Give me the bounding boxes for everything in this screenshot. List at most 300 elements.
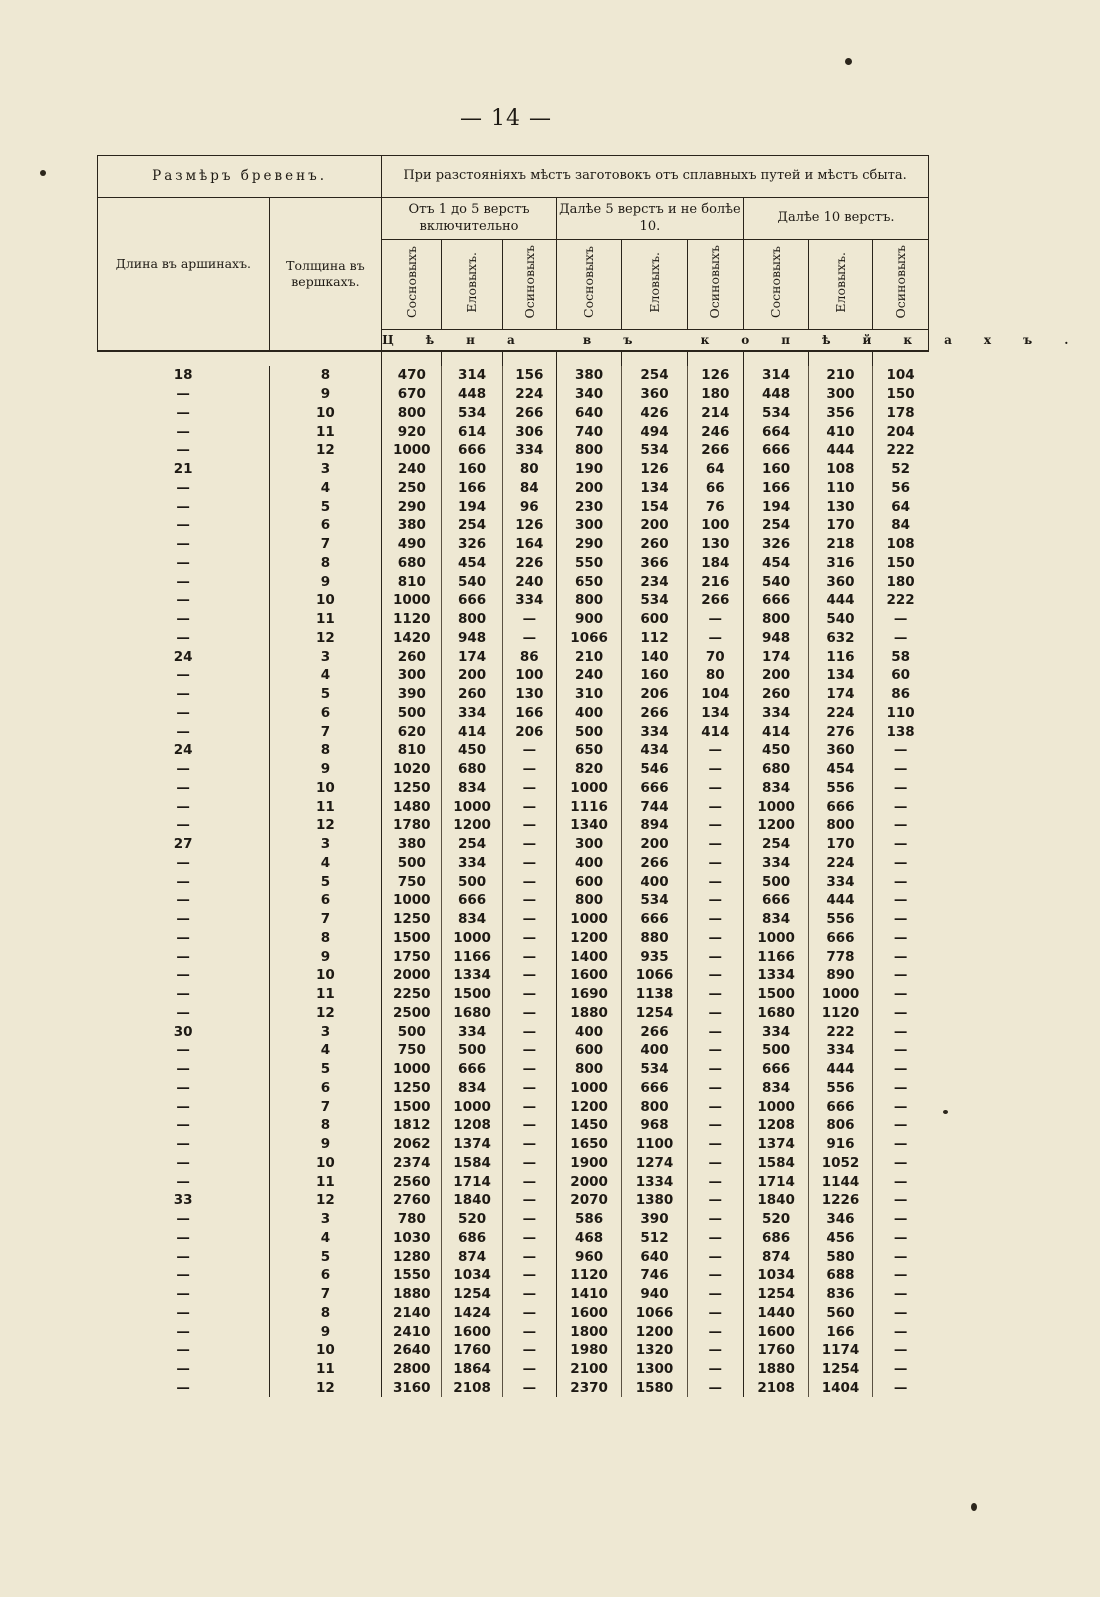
price-cell: — — [502, 1210, 556, 1229]
price-cell: 138 — [886, 723, 915, 740]
species-spruce-header: Еловыхъ. — [832, 251, 848, 313]
price-cell: 494 — [622, 422, 687, 441]
price-cell: 686 — [743, 1229, 808, 1248]
price-cell: 104 — [687, 685, 743, 704]
price-cell: 1174 — [809, 1341, 872, 1360]
price-cell: 1166 — [442, 947, 502, 966]
length-cell: — — [98, 1060, 270, 1079]
price-cell: — — [893, 967, 908, 984]
thickness-cell: 4 — [269, 1041, 381, 1060]
price-cell: 334 — [809, 1041, 872, 1060]
price-cell: 334 — [502, 441, 556, 460]
thickness-cell: 5 — [269, 872, 381, 891]
table-row — [98, 385, 929, 404]
table-row — [98, 535, 929, 554]
table-row — [98, 647, 929, 666]
price-cell: 2000 — [556, 1172, 621, 1191]
price-cell: 1000 — [382, 591, 442, 610]
price-cell: 260 — [743, 685, 808, 704]
price-cell: 300 — [382, 666, 442, 685]
price-cell: 1334 — [622, 1172, 687, 1191]
price-cell: 666 — [622, 1079, 687, 1098]
price-cell: 64 — [891, 498, 910, 515]
thickness-cell: 8 — [269, 1304, 381, 1323]
table-row — [98, 1041, 929, 1060]
price-cell: 1000 — [743, 929, 808, 948]
thickness-cell: 4 — [269, 854, 381, 873]
price-cell: 1600 — [556, 1304, 621, 1323]
price-cell: 326 — [442, 535, 502, 554]
price-cell: — — [687, 1266, 743, 1285]
price-cell: 340 — [556, 385, 621, 404]
price-cell: 960 — [556, 1247, 621, 1266]
length-cell: — — [98, 891, 270, 910]
price-cell: 600 — [556, 1041, 621, 1060]
price-cell: — — [893, 892, 908, 909]
price-cell: 52 — [891, 461, 910, 478]
price-cell: 666 — [743, 891, 808, 910]
price-cell: — — [502, 1004, 556, 1023]
price-cell: 226 — [502, 554, 556, 573]
price-cell: 2500 — [382, 1004, 442, 1023]
price-cell: 314 — [743, 366, 808, 385]
price-cell: 254 — [743, 835, 808, 854]
price-cell: 380 — [382, 516, 442, 535]
price-cell: 800 — [556, 441, 621, 460]
price-cell: 166 — [442, 479, 502, 498]
thickness-cell: 8 — [269, 366, 381, 385]
price-cell: 666 — [442, 441, 502, 460]
price-cell: 2062 — [382, 1135, 442, 1154]
price-cell: 666 — [809, 797, 872, 816]
price-cell: 230 — [556, 497, 621, 516]
price-cell: 500 — [382, 704, 442, 723]
price-cell: — — [687, 1304, 743, 1323]
price-cell: 1250 — [382, 1079, 442, 1098]
price-cell: 254 — [622, 366, 687, 385]
price-cell: 1374 — [743, 1135, 808, 1154]
price-cell: 334 — [622, 722, 687, 741]
price-cell: 444 — [809, 591, 872, 610]
price-cell: 1334 — [442, 966, 502, 985]
price-cell: — — [687, 872, 743, 891]
price-cell: 1208 — [442, 1116, 502, 1135]
length-cell: — — [98, 1229, 270, 1248]
price-cell: 940 — [622, 1285, 687, 1304]
price-cell: 1714 — [743, 1172, 808, 1191]
length-cell: — — [98, 479, 270, 498]
price-cell: 80 — [687, 666, 743, 685]
table-row — [98, 422, 929, 441]
price-cell: 666 — [809, 929, 872, 948]
thickness-cell: 10 — [269, 966, 381, 985]
price-cell: 156 — [502, 366, 556, 385]
price-cell: — — [687, 1191, 743, 1210]
price-cell: 1000 — [743, 797, 808, 816]
price-cell: 180 — [886, 573, 915, 590]
price-cell: — — [502, 1116, 556, 1135]
price-cell: 1600 — [442, 1322, 502, 1341]
length-cell: — — [98, 685, 270, 704]
price-cell: 356 — [809, 404, 872, 423]
price-cell: — — [893, 873, 908, 890]
price-cell: 316 — [809, 554, 872, 573]
price-cell: 1226 — [809, 1191, 872, 1210]
length-cell: — — [98, 985, 270, 1004]
price-cell: 80 — [502, 460, 556, 479]
price-cell: 380 — [556, 366, 621, 385]
price-cell: 206 — [502, 722, 556, 741]
thickness-cell: 12 — [269, 1004, 381, 1023]
price-cell: 150 — [886, 386, 915, 403]
price-cell: 1120 — [556, 1266, 621, 1285]
price-cell: 414 — [442, 722, 502, 741]
thickness-cell: 7 — [269, 535, 381, 554]
length-cell: — — [98, 1379, 270, 1398]
price-cell: 96 — [502, 497, 556, 516]
thickness-cell: 6 — [269, 1079, 381, 1098]
price-cell: 200 — [622, 835, 687, 854]
price-cell: 130 — [502, 685, 556, 704]
price-cell: 1580 — [622, 1379, 687, 1398]
price-cell: 666 — [622, 779, 687, 798]
price-cell: 1000 — [743, 1097, 808, 1116]
price-cell: 1880 — [382, 1285, 442, 1304]
price-cell: 1714 — [442, 1172, 502, 1191]
price-cell: 290 — [382, 497, 442, 516]
table-row — [98, 1379, 929, 1398]
price-cell: 880 — [622, 929, 687, 948]
price-cell: 680 — [743, 760, 808, 779]
price-cell: 688 — [809, 1266, 872, 1285]
price-cell: — — [502, 835, 556, 854]
thickness-cell: 3 — [269, 1022, 381, 1041]
price-cell: 206 — [622, 685, 687, 704]
table-row — [98, 947, 929, 966]
paper-speck — [943, 1110, 948, 1114]
price-cell: — — [687, 891, 743, 910]
price-cell: — — [893, 929, 908, 946]
price-cell: 874 — [743, 1247, 808, 1266]
price-cell: 314 — [442, 366, 502, 385]
price-cell: 1450 — [556, 1116, 621, 1135]
price-cell: — — [893, 1154, 908, 1171]
price-cell: — — [502, 985, 556, 1004]
price-cell: — — [687, 1154, 743, 1173]
price-cell: 2108 — [743, 1379, 808, 1398]
price-cell: — — [687, 1097, 743, 1116]
price-cell: — — [687, 910, 743, 929]
price-cell: 400 — [622, 872, 687, 891]
price-cell: 1200 — [622, 1322, 687, 1341]
length-cell: — — [98, 516, 270, 535]
thickness-cell: 9 — [269, 760, 381, 779]
price-cell: 1030 — [382, 1229, 442, 1248]
price-cell: 134 — [622, 479, 687, 498]
thickness-cell: 11 — [269, 610, 381, 629]
price-cell: — — [893, 948, 908, 965]
price-cell: 1208 — [743, 1116, 808, 1135]
thickness-cell: 3 — [269, 460, 381, 479]
price-cell: 1000 — [809, 985, 872, 1004]
price-cell: 1680 — [442, 1004, 502, 1023]
price-cell: — — [502, 797, 556, 816]
price-cell: 164 — [502, 535, 556, 554]
price-cell: — — [893, 1173, 908, 1190]
price-cell: 800 — [743, 610, 808, 629]
price-cell: 632 — [809, 629, 872, 648]
species-spruce-header: Еловыхъ. — [464, 251, 480, 313]
length-cell: — — [98, 1285, 270, 1304]
price-cell: 334 — [809, 872, 872, 891]
price-cell: 200 — [743, 666, 808, 685]
price-cell: 200 — [622, 516, 687, 535]
price-cell: 666 — [622, 910, 687, 929]
thickness-cell: 6 — [269, 891, 381, 910]
price-cell: 666 — [442, 891, 502, 910]
price-cell: 500 — [556, 722, 621, 741]
price-cell: — — [687, 1116, 743, 1135]
price-cell: 1280 — [382, 1247, 442, 1266]
price-cell: 1760 — [442, 1341, 502, 1360]
table-row — [98, 872, 929, 891]
price-cell: 620 — [382, 722, 442, 741]
thickness-header: Толщина въ вершкахъ. — [269, 198, 381, 352]
price-cell: 234 — [622, 572, 687, 591]
price-cell: 410 — [809, 422, 872, 441]
price-cell: — — [893, 798, 908, 815]
price-cell: — — [687, 741, 743, 760]
price-cell: — — [893, 1117, 908, 1134]
price-cell: — — [893, 1342, 908, 1359]
price-cell: 2140 — [382, 1304, 442, 1323]
price-cell: 3160 — [382, 1379, 442, 1398]
price-cell: 366 — [622, 554, 687, 573]
price-cell: 1020 — [382, 760, 442, 779]
thickness-cell: 8 — [269, 1116, 381, 1135]
price-cell: — — [687, 760, 743, 779]
length-cell: — — [98, 854, 270, 873]
price-cell: 150 — [886, 554, 915, 571]
price-cell: — — [502, 1135, 556, 1154]
price-cell: — — [502, 779, 556, 798]
price-cell: 2760 — [382, 1191, 442, 1210]
price-cell: 640 — [556, 404, 621, 423]
price-cell: 1274 — [622, 1154, 687, 1173]
price-cell: 254 — [442, 516, 502, 535]
price-cell: 160 — [743, 460, 808, 479]
price-cell: 1410 — [556, 1285, 621, 1304]
price-cell: 1812 — [382, 1116, 442, 1135]
price-cell: 806 — [809, 1116, 872, 1135]
price-cell: — — [687, 835, 743, 854]
length-cell: — — [98, 1154, 270, 1173]
price-cell: — — [687, 1060, 743, 1079]
price-cell: 178 — [886, 404, 915, 421]
price-cell: 334 — [743, 1022, 808, 1041]
price-cell: 390 — [382, 685, 442, 704]
price-cell: 154 — [622, 497, 687, 516]
price-cell: 1584 — [743, 1154, 808, 1173]
thickness-cell: 8 — [269, 741, 381, 760]
price-cell: 666 — [743, 591, 808, 610]
price-cell: — — [893, 986, 908, 1003]
price-cell: 500 — [382, 854, 442, 873]
price-cell: 224 — [809, 704, 872, 723]
price-cell: — — [893, 629, 908, 646]
thickness-cell: 3 — [269, 835, 381, 854]
price-cell: — — [893, 836, 908, 853]
price-cell: 400 — [556, 1022, 621, 1041]
price-cell: 1034 — [743, 1266, 808, 1285]
price-cell: 1066 — [622, 1304, 687, 1323]
price-cell: 600 — [622, 610, 687, 629]
price-cell: 334 — [502, 591, 556, 610]
price-cell: 1000 — [442, 929, 502, 948]
price-cell: 300 — [556, 516, 621, 535]
length-cell: — — [98, 554, 270, 573]
length-cell: — — [98, 535, 270, 554]
price-cell: 1420 — [382, 629, 442, 648]
price-cell: 266 — [502, 404, 556, 423]
price-cell: 414 — [743, 722, 808, 741]
price-cell: 360 — [809, 572, 872, 591]
price-cell: — — [502, 1191, 556, 1210]
price-cell: — — [502, 891, 556, 910]
length-cell: — — [98, 1266, 270, 1285]
price-cell: 534 — [743, 404, 808, 423]
price-cell: 1254 — [442, 1285, 502, 1304]
table-row — [98, 554, 929, 573]
thickness-cell: 12 — [269, 441, 381, 460]
price-cell: 1980 — [556, 1341, 621, 1360]
price-cell: 100 — [687, 516, 743, 535]
price-cell: — — [687, 797, 743, 816]
price-cell: 444 — [809, 891, 872, 910]
length-cell: — — [98, 1210, 270, 1229]
price-cell: — — [502, 760, 556, 779]
price-cell: 1000 — [442, 797, 502, 816]
price-cell: 250 — [382, 479, 442, 498]
price-cell: 112 — [622, 629, 687, 648]
price-cell: — — [502, 872, 556, 891]
price-cell: 334 — [743, 854, 808, 873]
paper-speck — [40, 170, 46, 176]
table-row — [98, 441, 929, 460]
price-cell: 500 — [442, 1041, 502, 1060]
table-row — [98, 985, 929, 1004]
price-cell: 310 — [556, 685, 621, 704]
table-row — [98, 704, 929, 723]
timber-price-table — [97, 155, 1100, 1397]
price-cell: 1300 — [622, 1360, 687, 1379]
price-cell: — — [893, 1304, 908, 1321]
table-row — [98, 1304, 929, 1323]
price-cell: 750 — [382, 1041, 442, 1060]
price-cell: 890 — [809, 966, 872, 985]
price-cell: 556 — [809, 910, 872, 929]
price-cell: 686 — [442, 1229, 502, 1248]
length-cell: — — [98, 666, 270, 685]
price-cell: 70 — [687, 647, 743, 666]
price-cell: 834 — [743, 1079, 808, 1098]
price-cell: 380 — [382, 835, 442, 854]
price-cell: 540 — [743, 572, 808, 591]
price-cell: 130 — [809, 497, 872, 516]
price-cell: 666 — [743, 441, 808, 460]
price-cell: 810 — [382, 741, 442, 760]
table-row — [98, 1004, 929, 1023]
price-cell: — — [687, 1172, 743, 1191]
price-cell: — — [502, 629, 556, 648]
price-cell: 448 — [743, 385, 808, 404]
length-header: Длина въ аршинахъ. — [98, 198, 270, 330]
price-cell: — — [687, 1022, 743, 1041]
price-cell: 650 — [556, 741, 621, 760]
price-cell: 1424 — [442, 1304, 502, 1323]
table-row — [98, 629, 929, 648]
price-cell: — — [687, 1079, 743, 1098]
price-cell: 2374 — [382, 1154, 442, 1173]
price-cell: — — [687, 1247, 743, 1266]
price-cell: 834 — [442, 779, 502, 798]
price-cell: — — [687, 1004, 743, 1023]
price-cell: 1000 — [442, 1097, 502, 1116]
price-cell: 1380 — [622, 1191, 687, 1210]
price-cell: — — [893, 911, 908, 928]
price-cell: 134 — [687, 704, 743, 723]
price-cell: — — [687, 1322, 743, 1341]
price-cell: 2250 — [382, 985, 442, 1004]
price-cell: 800 — [556, 1060, 621, 1079]
species-pine-header: Сосновыхъ — [581, 245, 597, 318]
price-cell: 600 — [556, 872, 621, 891]
price-cell: — — [893, 1267, 908, 1284]
thickness-cell: 7 — [269, 910, 381, 929]
price-cell: 900 — [556, 610, 621, 629]
price-cell: 290 — [556, 535, 621, 554]
price-cell: 1404 — [809, 1379, 872, 1398]
price-cell: 218 — [809, 535, 872, 554]
price-cell: — — [502, 1266, 556, 1285]
length-cell: — — [98, 572, 270, 591]
thickness-cell: 9 — [269, 1135, 381, 1154]
thickness-cell: 5 — [269, 1060, 381, 1079]
price-cell: — — [502, 1022, 556, 1041]
price-cell: 1650 — [556, 1135, 621, 1154]
price-cell: 948 — [442, 629, 502, 648]
price-cell: 664 — [743, 422, 808, 441]
page-number: — 14 — — [460, 106, 552, 131]
table-row — [98, 1191, 929, 1210]
price-cell: — — [687, 610, 743, 629]
price-cell: 1200 — [743, 816, 808, 835]
price-cell: 266 — [622, 1022, 687, 1041]
price-cell: 1340 — [556, 816, 621, 835]
price-cell: 1000 — [556, 779, 621, 798]
price-cell: — — [502, 1322, 556, 1341]
table-row — [98, 460, 929, 479]
length-cell: — — [98, 947, 270, 966]
table-row — [98, 741, 929, 760]
price-cell: 1200 — [556, 929, 621, 948]
price-cell: 1864 — [442, 1360, 502, 1379]
price-cell: 426 — [622, 404, 687, 423]
length-cell: 21 — [98, 460, 270, 479]
price-cell: 346 — [809, 1210, 872, 1229]
price-cell: 500 — [442, 872, 502, 891]
price-cell: 2410 — [382, 1322, 442, 1341]
